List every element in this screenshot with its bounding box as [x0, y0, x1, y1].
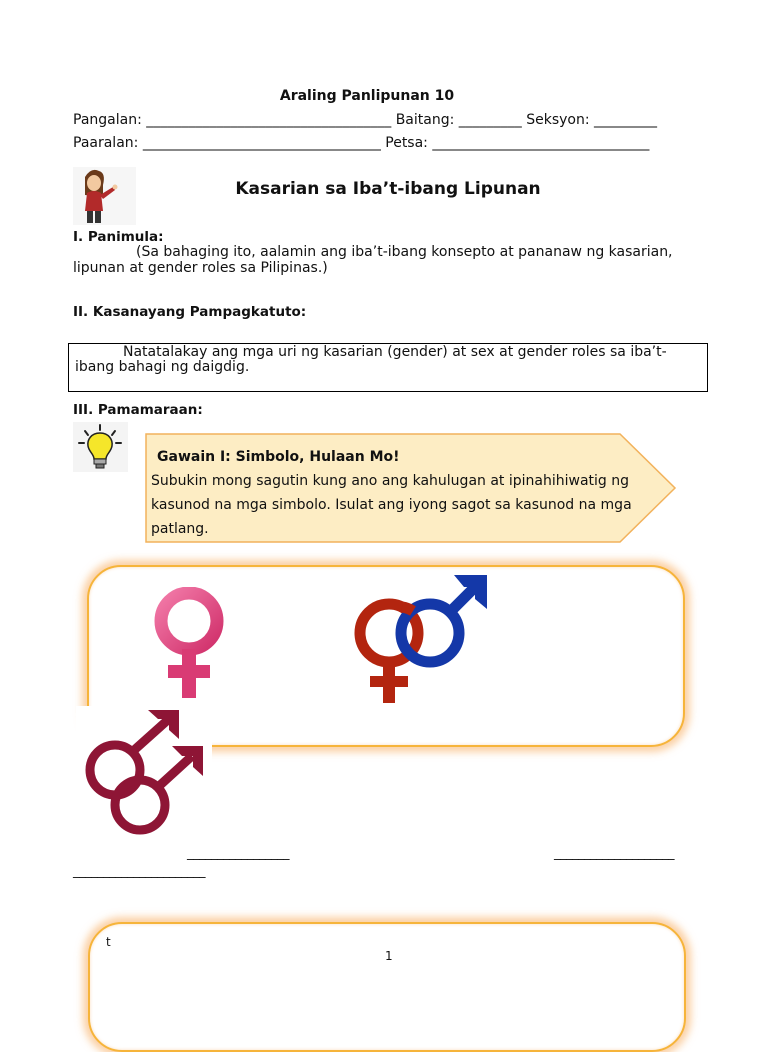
- lesson-title: Kasarian sa Iba’t-ibang Lipunan: [235, 179, 541, 199]
- subject-title: Araling Panlipunan 10: [279, 88, 455, 104]
- heterosexual-symbol-icon: [350, 573, 490, 707]
- gay-male-symbol-icon: [76, 706, 212, 836]
- activity-line-1: Subukin mong sagutin kung ano ang kahulugan at ipinahihiwatig ng: [151, 473, 630, 489]
- school-date-line: Paaralan: __________________________________ Petsa: _______________________________: [73, 135, 650, 151]
- answer-blank-2[interactable]: ____________________: [554, 846, 674, 861]
- intro-heading: I. Panimula:: [73, 229, 164, 245]
- intro-line-2: lipunan at gender roles sa Pilipinas.): [73, 260, 328, 276]
- activity-line-2: kasunod na mga simbolo. Isulat ang iyong sagot sa kasunod na mga: [151, 497, 632, 513]
- stray-character: t: [106, 935, 111, 949]
- activity-line-3: patlang.: [151, 521, 209, 537]
- bottom-box: [88, 922, 686, 1052]
- intro-line-1: (Sa bahaging ito, aalamin ang iba’t-ibang konsepto at pananaw ng kasarian,: [136, 244, 673, 260]
- competency-box: [68, 343, 708, 392]
- male-pair-panel: [76, 706, 212, 836]
- name-grade-section-line: Pangalan: ___________________________________ Baitang: _________ Seksyon: _________: [73, 112, 658, 128]
- competency-heading: II. Kasanayang Pampagkatuto:: [73, 304, 307, 320]
- lightbulb-icon: [73, 422, 128, 472]
- answer-blank-1[interactable]: _________________: [187, 846, 289, 861]
- female-symbol-icon: [148, 587, 232, 701]
- competency-line-1: Natatalakay ang mga uri ng kasarian (gender) at sex at gender roles sa iba’t-: [123, 344, 667, 360]
- competency-line-2: ibang bahagi ng daigdig.: [75, 359, 250, 375]
- page-number: 1: [385, 949, 393, 963]
- procedure-heading: III. Pamamaraan:: [73, 402, 203, 418]
- answer-blank-3[interactable]: ______________________: [73, 864, 205, 879]
- activity-title: Gawain I: Simbolo, Hulaan Mo!: [157, 449, 400, 465]
